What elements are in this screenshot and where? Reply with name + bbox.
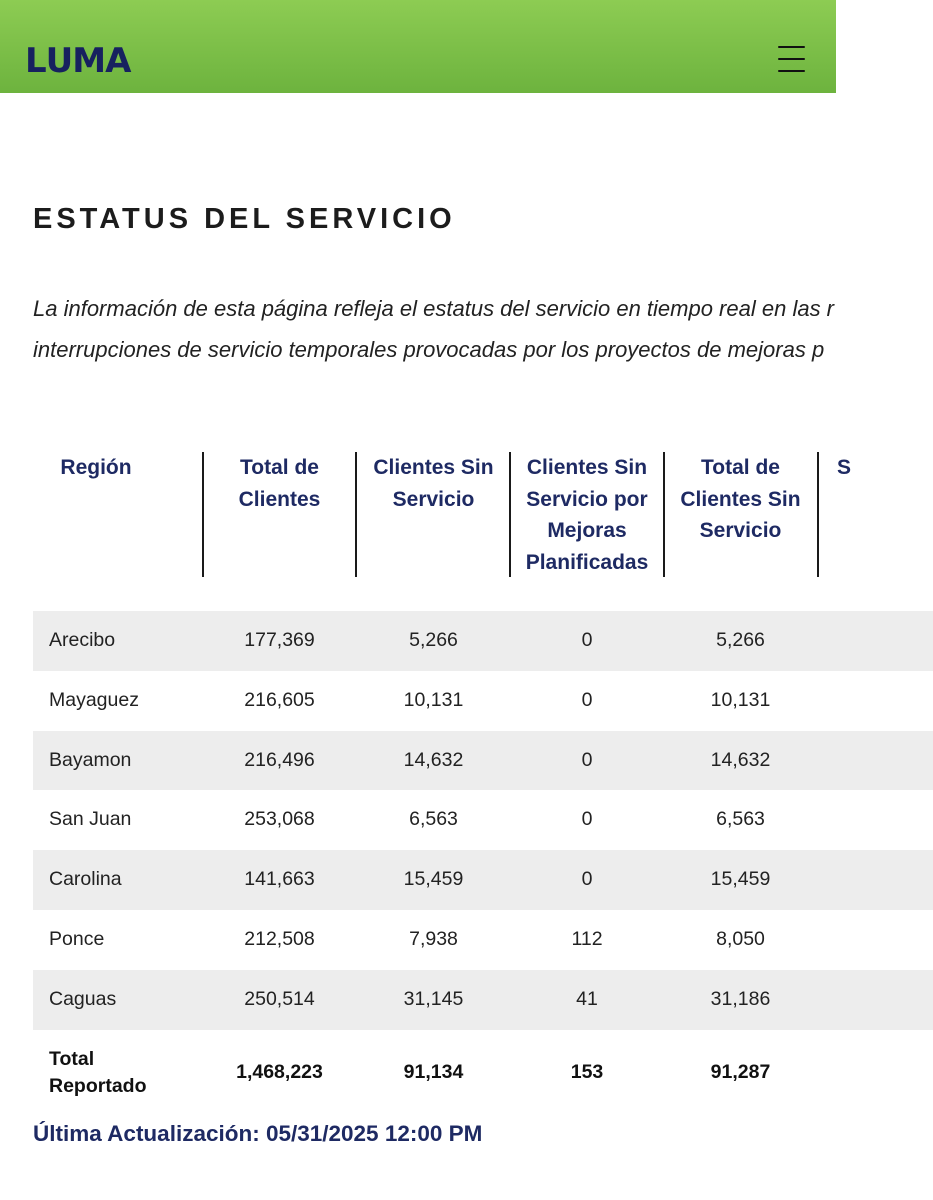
cell-mejoras: 41 (576, 987, 598, 1010)
totals-label-line-2: Reportado (49, 1075, 147, 1097)
cell-total-sin: 5,266 (716, 629, 765, 651)
cell-total-sin: 14,632 (710, 748, 771, 771)
header-separator (817, 452, 819, 577)
cell-mejoras: 0 (581, 868, 593, 891)
cell-mejoras: 0 (581, 688, 593, 711)
cell-total: 216,496 (244, 748, 315, 771)
cell-region: Bayamon (49, 748, 132, 771)
cell-total-sin: 31,186 (710, 987, 771, 1010)
header-total-clientes: Total de Clientes (238, 456, 321, 511)
cell-sin-servicio: 10,131 (403, 688, 464, 711)
service-status-table (33, 446, 851, 1116)
cell-sin-servicio: 14,632 (403, 748, 464, 771)
cell-mejoras: 0 (581, 808, 593, 831)
totals-label-line-1: Total (49, 1048, 95, 1070)
hamburger-menu-icon[interactable] (778, 43, 808, 75)
cell-total-sin: 6,563 (716, 808, 765, 831)
cell-sin-servicio: 31,145 (403, 987, 464, 1010)
cell-sin-servicio: 6,563 (409, 808, 458, 831)
table-row (33, 970, 933, 1030)
table-row (33, 731, 933, 791)
cell-total-sin: 8,050 (716, 927, 765, 950)
header-clientes-sin-servicio-mejoras: Clientes Sin Servicio por Mejoras Planificadas (525, 456, 649, 574)
cell-total-sin: 15,459 (710, 868, 771, 891)
table-row (33, 790, 933, 850)
intro-line-1: La información de esta página refleja el estatus del servicio en tiempo real en las r (33, 296, 835, 321)
page-title: ESTATUS DEL SERVICIO (33, 203, 456, 235)
cell-region: Carolina (49, 868, 122, 891)
totals-label (49, 1046, 147, 1100)
totals-sin-servicio: 91,134 (403, 1061, 464, 1083)
menu-line-bottom (778, 70, 805, 72)
menu-line-middle (778, 58, 805, 60)
cell-sin-servicio: 5,266 (409, 629, 458, 651)
header-clientes-sin-servicio: Clientes Sin Servicio (373, 456, 494, 511)
cell-region: Mayaguez (49, 688, 139, 711)
logo-letter-m: M (72, 41, 106, 81)
cell-mejoras: 0 (581, 748, 593, 771)
totals-total-sin: 91,287 (710, 1061, 771, 1083)
top-header-bar (0, 0, 836, 93)
cell-sin-servicio: 7,938 (409, 927, 458, 950)
cell-total: 177,369 (244, 629, 315, 651)
cell-total: 141,663 (244, 868, 315, 891)
cell-region: Arecibo (49, 629, 116, 651)
cell-total-sin: 10,131 (710, 688, 771, 711)
totals-total: 1,468,223 (236, 1061, 323, 1083)
table-row (33, 671, 933, 731)
totals-row (33, 1042, 933, 1102)
last-update-timestamp: Última Actualización: 05/31/2025 12:00 PM (33, 1121, 483, 1146)
cell-mejoras: 0 (581, 629, 593, 651)
intro-line-2: interrupciones de servicio temporales provocadas por los proyectos de mejoras p (33, 337, 825, 362)
logo-letter-u: U (45, 41, 73, 81)
cell-total: 250,514 (244, 987, 315, 1010)
totals-mejoras: 153 (570, 1061, 604, 1083)
table-header (33, 446, 933, 578)
cell-region: Caguas (49, 987, 117, 1010)
cell-total: 212,508 (244, 927, 315, 950)
header-total-clientes-sin-servicio: Total de Clientes Sin Servicio (680, 456, 801, 542)
luma-logo[interactable] (25, 43, 130, 79)
intro-paragraph (33, 288, 933, 370)
header-partial-next-column: S (836, 456, 851, 479)
logo-letter-l: L (25, 41, 46, 81)
table-row (33, 850, 933, 910)
cell-mejoras: 112 (571, 927, 603, 950)
cell-region: Ponce (49, 927, 105, 950)
cell-region: San Juan (49, 808, 132, 831)
logo-letter-a: A (105, 41, 131, 81)
table-row (33, 611, 933, 671)
menu-line-top (778, 46, 805, 48)
cell-sin-servicio: 15,459 (403, 868, 464, 891)
cell-total: 216,605 (244, 688, 315, 711)
cell-total: 253,068 (244, 808, 315, 831)
table-row (33, 910, 933, 970)
table-body (33, 611, 933, 1030)
header-region: Región (60, 456, 132, 479)
